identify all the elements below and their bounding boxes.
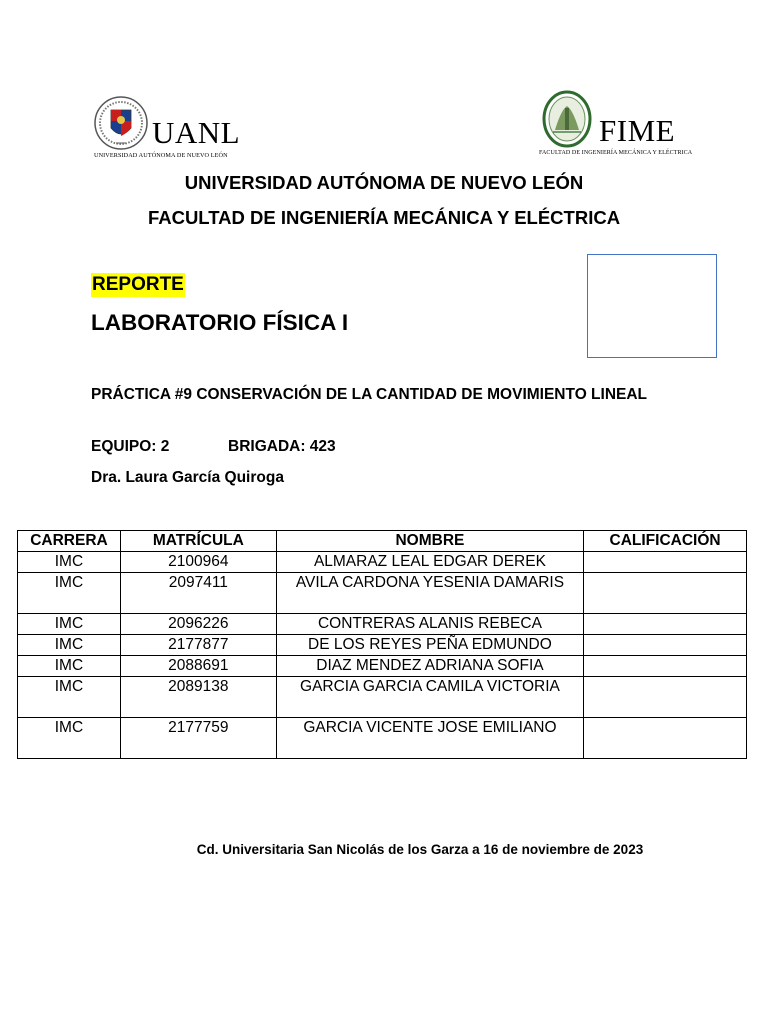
cell-nombre: GARCIA GARCIA CAMILA VICTORIA	[276, 677, 583, 718]
header-carrera: CARRERA	[18, 531, 121, 552]
cell-calificacion	[584, 677, 747, 718]
cell-matricula: 2096226	[120, 614, 276, 635]
cell-nombre: CONTRERAS ALANIS REBECA	[276, 614, 583, 635]
cell-calificacion	[584, 656, 747, 677]
cell-nombre: GARCIA VICENTE JOSE EMILIANO	[276, 718, 583, 759]
cell-carrera: IMC	[18, 656, 121, 677]
lab-title: LABORATORIO FÍSICA I	[91, 310, 349, 335]
fime-logo	[538, 90, 698, 160]
cell-calificacion	[584, 718, 747, 759]
table-row	[18, 718, 747, 759]
cell-nombre: AVILA CARDONA YESENIA DAMARIS	[276, 573, 583, 614]
team-number: EQUIPO: 2	[91, 438, 170, 455]
table-row	[18, 573, 747, 614]
practice-title: PRÁCTICA #9 CONSERVACIÓN DE LA CANTIDAD DE MOVIMIENTO LINEAL	[91, 386, 648, 403]
photo-placeholder	[587, 254, 717, 358]
cell-calificacion	[584, 552, 747, 573]
uanl-subtitle: UNIVERSIDAD AUTÓNOMA DE NUEVO LEÓN	[94, 152, 228, 159]
uanl-logo	[94, 96, 244, 162]
cell-carrera: IMC	[18, 677, 121, 718]
student-table	[17, 530, 747, 759]
header-matricula: MATRÍCULA	[120, 531, 276, 552]
cell-carrera: IMC	[18, 635, 121, 656]
cell-matricula: 2177877	[120, 635, 276, 656]
cell-matricula: 2089138	[120, 677, 276, 718]
fime-subtitle: FACULTAD DE INGENIERÍA MECÁNICA Y ELÉCTRICA	[539, 150, 693, 156]
header-nombre: NOMBRE	[276, 531, 583, 552]
table-header-row	[18, 531, 747, 552]
cell-calificacion	[584, 573, 747, 614]
cell-carrera: IMC	[18, 552, 121, 573]
cell-nombre: DE LOS REYES PEÑA EDMUNDO	[276, 635, 583, 656]
report-label: REPORTE	[92, 274, 184, 295]
table-row	[18, 614, 747, 635]
cell-matricula: 2100964	[120, 552, 276, 573]
location-date: Cd. Universitaria San Nicolás de los Garza a 16 de noviembre de 2023	[196, 842, 644, 857]
cell-calificacion	[584, 635, 747, 656]
cell-carrera: IMC	[18, 718, 121, 759]
cell-nombre: ALMARAZ LEAL EDGAR DEREK	[276, 552, 583, 573]
cell-matricula: 2097411	[120, 573, 276, 614]
table-row	[18, 552, 747, 573]
cell-matricula: 2088691	[120, 656, 276, 677]
uanl-seal-icon	[94, 96, 148, 152]
cell-calificacion	[584, 614, 747, 635]
table-row	[18, 677, 747, 718]
cell-carrera: IMC	[18, 614, 121, 635]
fime-seal-icon	[541, 90, 593, 148]
fime-wordmark: FIME	[599, 113, 676, 148]
brigade-number: BRIGADA: 423	[228, 438, 336, 455]
faculty-name: FACULTAD DE INGENIERÍA MECÁNICA Y ELÉCTRICA	[147, 207, 621, 228]
table-row	[18, 656, 747, 677]
header-calificacion: CALIFICACIÓN	[584, 531, 747, 552]
table-row	[18, 635, 747, 656]
cell-matricula: 2177759	[120, 718, 276, 759]
professor-name: Dra. Laura García Quiroga	[91, 469, 284, 486]
uanl-wordmark: UANL	[152, 115, 241, 150]
cell-nombre: DIAZ MENDEZ ADRIANA SOFIA	[276, 656, 583, 677]
university-name: UNIVERSIDAD AUTÓNOMA DE NUEVO LEÓN	[184, 172, 584, 193]
cell-carrera: IMC	[18, 573, 121, 614]
